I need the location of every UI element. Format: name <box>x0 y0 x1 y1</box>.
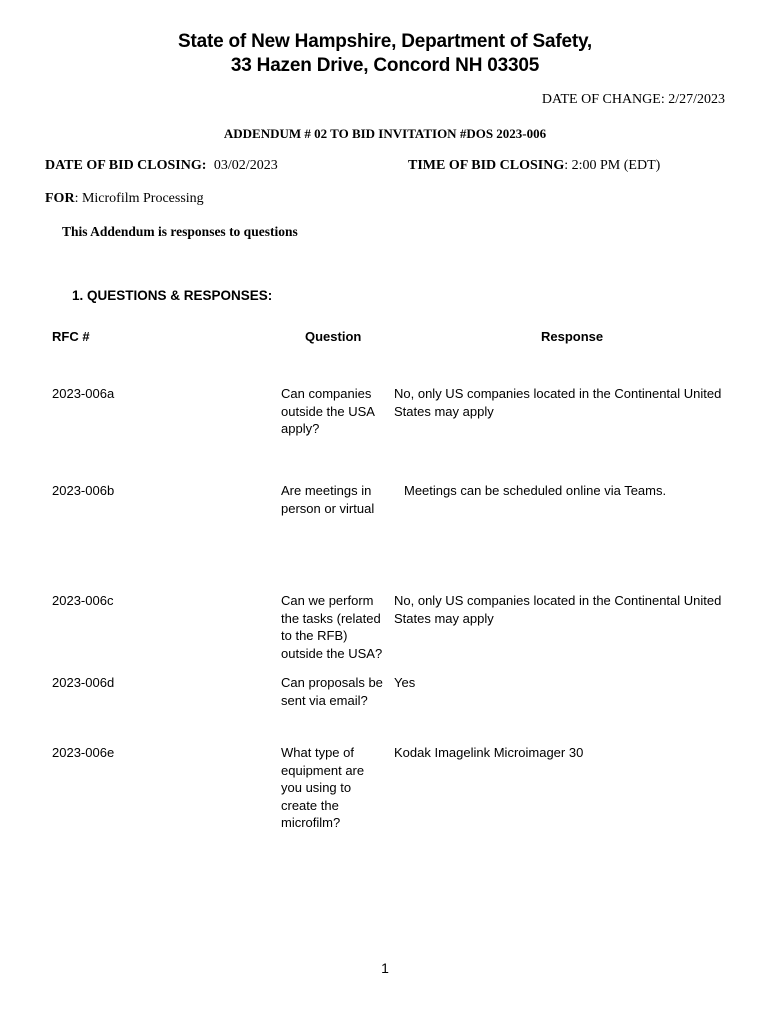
date-of-change: DATE OF CHANGE: 2/27/2023 <box>541 92 725 107</box>
table-row-response: Kodak Imagelink Microimager 30 <box>394 745 584 760</box>
table-row-question: Are meetings in person or virtual <box>281 483 375 516</box>
table-row-rfc: 2023-006d <box>52 675 115 690</box>
addendum-heading: ADDENDUM # 02 TO BID INVITATION #DOS 2023-006 <box>223 126 547 141</box>
for-label: FOR <box>45 191 75 206</box>
table-row-response: Yes <box>394 675 416 690</box>
column-header-rfc: RFC # <box>52 329 90 344</box>
addendum-note: This Addendum is responses to questions <box>62 224 298 239</box>
bid-closing-time-label: TIME OF BID CLOSING <box>408 158 565 173</box>
table-row-question: Can proposals be sent via email? <box>281 675 383 708</box>
table-row-response: No, only US companies located in the Continental United States may apply <box>394 593 722 626</box>
bid-closing-date-value: 03/02/2023 <box>213 158 278 173</box>
bid-closing-time <box>408 158 660 174</box>
page-number: 1 <box>381 960 389 976</box>
bid-closing-date <box>45 158 278 174</box>
table-row-response: No, only US companies located in the Continental United States may apply <box>394 386 722 419</box>
document-title-line-2: 33 Hazen Drive, Concord NH 03305 <box>230 55 540 76</box>
table-row-rfc: 2023-006e <box>52 745 115 760</box>
table-row-question: Can companies outside the USA apply? <box>281 386 375 436</box>
table-row-question: What type of equipment are you using to create the microfilm? <box>281 745 365 830</box>
bid-closing-time-value: : 2:00 PM (EDT) <box>564 158 661 173</box>
column-header-response: Response <box>541 329 604 344</box>
for-value: : Microfilm Processing <box>74 191 204 206</box>
document-title-line-1: State of New Hampshire, Department of Safety, <box>177 31 593 52</box>
table-row-rfc: 2023-006a <box>52 386 115 401</box>
table-row-rfc: 2023-006b <box>52 483 115 498</box>
bid-closing-date-label: DATE OF BID CLOSING: <box>45 158 207 173</box>
section-heading: 1. QUESTIONS & RESPONSES: <box>72 288 273 303</box>
column-header-question: Question <box>305 329 362 344</box>
table-row-rfc: 2023-006c <box>52 593 114 608</box>
table-row-question: Can we perform the tasks (related to the RFB) outside the USA? <box>281 593 383 661</box>
for-line <box>45 191 204 207</box>
table-row-response: Meetings can be scheduled online via Teams. <box>404 483 667 498</box>
